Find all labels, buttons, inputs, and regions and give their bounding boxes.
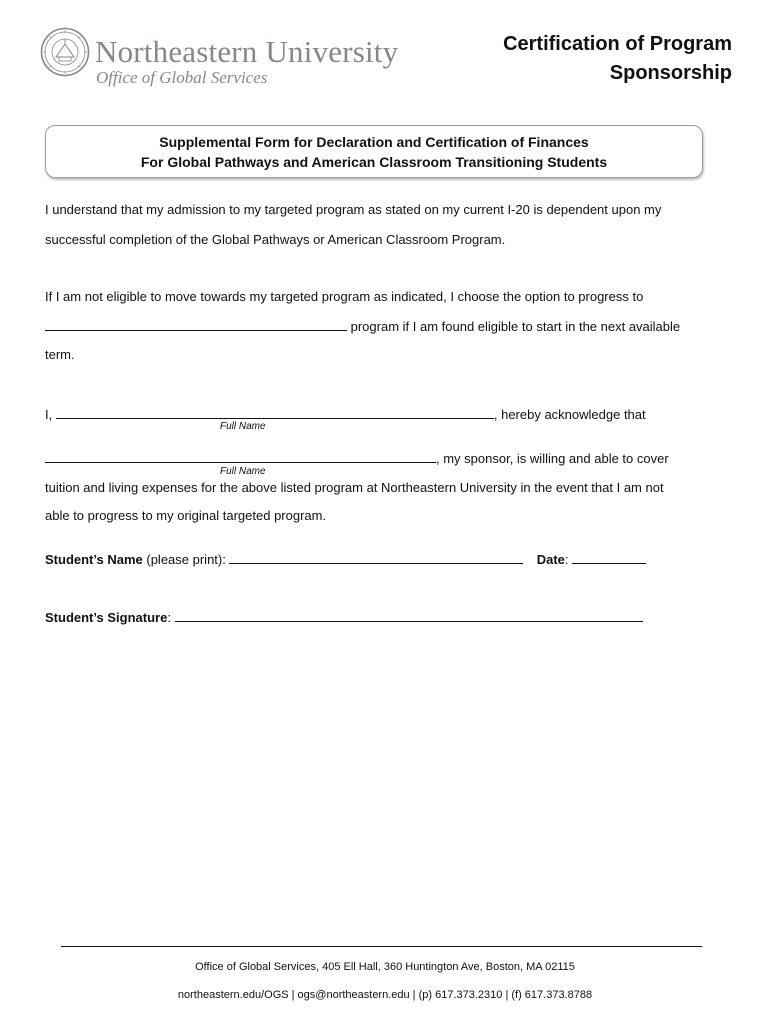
student-name-label: Student’s Name <box>45 552 143 567</box>
footer-address: Office of Global Services, 405 Ell Hall, 360 Huntington Ave, Boston, MA 02115 <box>195 961 575 973</box>
footer-contact: northeastern.edu/OGS | ogs@northeastern.edu | (p) 617.373.2310 | (f) 617.373.8788 <box>177 989 593 1001</box>
paragraph-1-line-2: successful completion of the Global Pathways or American Classroom Program. <box>45 232 506 247</box>
paragraph-2-text: program if I am found eligible to start in the next available <box>350 319 681 334</box>
student-name-note: (please print): <box>142 552 230 567</box>
acknowledge-suffix: , hereby acknowledge that <box>493 407 646 422</box>
office-name: Office of Global Services <box>96 68 268 87</box>
paragraph-2-line-3: term. <box>45 347 75 362</box>
paragraph-2-line-1: If I am not eligible to move towards my targeted program as indicated, I choose the option to progress to <box>45 289 644 304</box>
acknowledge-prefix: I, <box>45 407 53 422</box>
sponsor-full-name-field[interactable] <box>45 450 436 463</box>
student-full-name-field[interactable] <box>56 406 494 419</box>
university-seal-icon <box>40 27 90 77</box>
sponsor-suffix: , my sponsor, is willing and able to cover <box>436 451 669 466</box>
date-field[interactable] <box>572 551 646 564</box>
subtitle-line-1: Supplemental Form for Declaration and Certification of Finances <box>159 134 589 150</box>
paragraph-1-line-1: I understand that my admission to my targeted program as stated on my current I-20 is dependent upon my <box>45 202 662 217</box>
date-colon: : <box>564 552 573 567</box>
student-name-row <box>45 551 646 568</box>
subtitle-line-2: For Global Pathways and American Classroom Transitioning Students <box>140 154 608 170</box>
organization-name: Northeastern University <box>95 34 399 69</box>
date-label: Date <box>536 552 565 567</box>
acknowledge-line <box>45 406 646 423</box>
sponsor-name-hint: Full Name <box>220 466 266 477</box>
paragraph-4-line-2: able to progress to my original targeted program. <box>45 508 327 523</box>
signature-colon: : <box>167 610 175 625</box>
paragraph-4-line-1: tuition and living expenses for the above listed program at Northeastern University in the event that I am not <box>45 480 664 495</box>
signature-field[interactable] <box>175 609 643 622</box>
form-subtitle-box <box>45 125 703 178</box>
signature-label: Student’s Signature <box>45 610 168 625</box>
sponsor-line <box>45 450 669 467</box>
student-name-field[interactable] <box>229 551 523 564</box>
title-line-1: Certification of Program <box>503 33 732 55</box>
paragraph-2-line-2 <box>45 318 680 335</box>
document-title <box>503 30 732 88</box>
footer-divider <box>61 946 702 947</box>
signature-row <box>45 609 643 626</box>
program-choice-field[interactable] <box>45 318 347 331</box>
full-name-hint: Full Name <box>220 421 266 432</box>
title-line-2: Sponsorship <box>609 62 732 84</box>
